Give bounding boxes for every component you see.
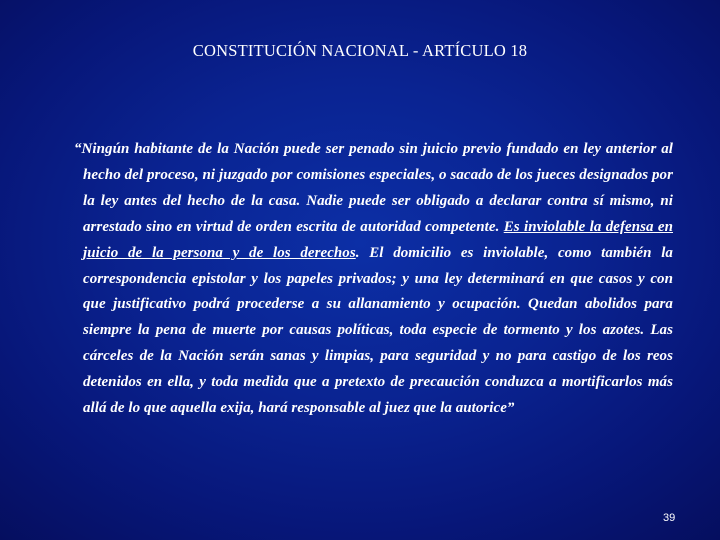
slide-title: CONSTITUCIÓN NACIONAL - ARTÍCULO 18 — [192, 41, 528, 60]
article-quote — [74, 137, 673, 422]
quote-text-part-2: . El domicilio es inviolable, como también la correspondencia epistolar y los papeles privados; y una ley determinará en que casos y con que justificativo podrá procederse a su allanamiento y ocupación. Quedan abolidos para siempre la pena de muerte por causas políticas, toda especie de tormento y los azotes. Las cárceles de la Nación serán sanas y limpias, para seguridad y no para castigo de los reos detenidos en ella, y toda medida que a pretexto de precaución conduzca a mortificarlos más allá de lo que aquella exija, hará responsable al juez que la autorice” — [83, 244, 673, 417]
quote-underlined-text: Es inviolable la defensa en juicio de la persona y de los derechos — [83, 218, 673, 261]
page-number: 39 — [663, 512, 676, 524]
quote-text-part-1: “Ningún habitante de la Nación puede ser penado sin juicio previo fundado en ley anterior al hecho del proceso, ni juzgado por comisiones especiales, o sacado de los jueces designados por la ley antes del hecho de la casa. Nadie puede ser obligado a declarar contra sí mismo, ni arrestado sino en virtud de orden escrita de autoridad competente. — [74, 141, 673, 235]
